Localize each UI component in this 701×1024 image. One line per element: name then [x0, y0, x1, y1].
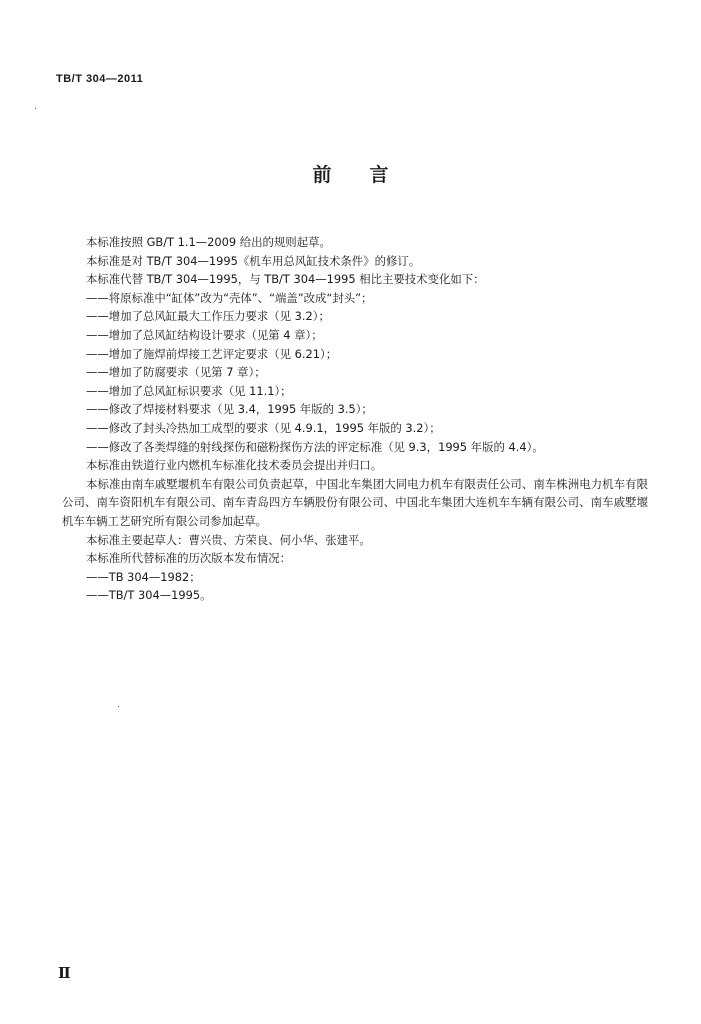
change-item: ——修改了焊接材料要求（见 3.4，1995 年版的 3.5）；	[86, 402, 373, 417]
paragraph-replaces: 本标准代替 TB/T 304—1995，与 TB/T 304—1995 相比主要技术变化如下：	[86, 272, 485, 287]
paragraph-proposed-by: 本标准由铁道行业内燃机车标准化技术委员会提出并归口。	[86, 458, 383, 473]
change-item: ——修改了各类焊缝的射线探伤和磁粉探伤方法的评定标准（见 9.3，1995 年版的 4.4）。	[86, 439, 544, 454]
change-item: ——增加了防腐要求（见第 7 章）；	[86, 365, 266, 380]
paragraph-version-history: 本标准所代替标准的历次版本发布情况：	[86, 551, 292, 566]
standard-code-header: TB/T 304—2011	[56, 73, 144, 85]
history-item: ——TB 304—1982；	[86, 569, 201, 584]
change-item: ——增加了总风缸结构设计要求（见第 4 章）；	[86, 327, 323, 342]
change-item: ——增加了总风缸标识要求（见 11.1）；	[86, 383, 292, 398]
foreword-body	[62, 233, 648, 605]
change-item: ——修改了封头冷热加工成型的要求（见 4.9.1，1995 年版的 3.2）；	[86, 420, 441, 435]
page-number: Ⅱ	[58, 964, 71, 982]
change-item: ——将原标准中“缸体”改为“壳体”、“端盖”改成“封头”；	[86, 290, 373, 305]
change-item: ——增加了施焊前焊接工艺评定要求（见 6.21）；	[86, 346, 338, 361]
history-item: ——TB/T 304—1995。	[86, 588, 212, 603]
paragraph-main-drafters: 本标准主要起草人：曹兴贵、方荣良、何小华、张建平。	[86, 532, 371, 547]
page-title: 前言	[312, 164, 427, 186]
paragraph-drafted-by: 本标准由南车戚墅堰机车有限公司负责起草，中国北车集团大同电力机车有限责任公司、南车株洲电力机车有限公司、南车资阳机车有限公司、南车青岛四方车辆股份有限公司、中国北车集团大连机车车辆有限公司、南车戚墅堰机车车辆工艺研究所有限公司参加起草。	[62, 476, 648, 528]
scan-speck	[118, 706, 119, 707]
paragraph-revision-of: 本标准是对 TB/T 304—1995《机车用总风缸技术条件》的修订。	[86, 253, 421, 268]
change-item: ——增加了总风缸最大工作压力要求（见 3.2）；	[86, 309, 330, 324]
scan-speck	[35, 108, 36, 109]
paragraph-drafting-rules: 本标准按照 GB/T 1.1—2009 给出的规则起草。	[86, 235, 331, 249]
